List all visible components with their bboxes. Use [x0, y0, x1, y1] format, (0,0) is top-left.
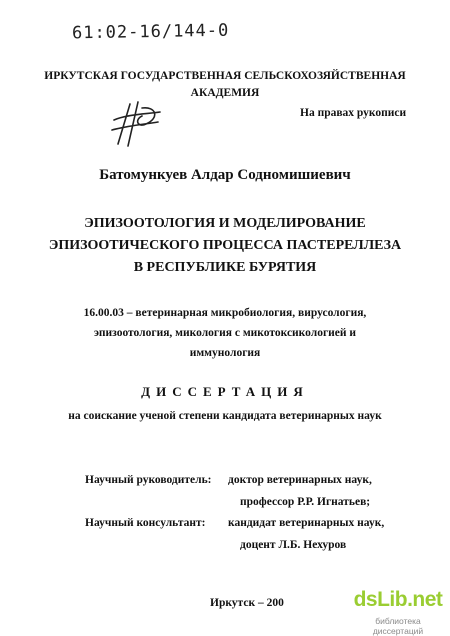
- handwritten-archive-code: 61:02-16/144-0: [71, 20, 230, 44]
- specialty-line-2: эпизоотология, микология с микотоксикологией и: [93, 327, 357, 339]
- title-line-2: ЭПИЗООТИЧЕСКОГО ПРОЦЕССА ПАСТЕРЕЛЛЕЗА: [48, 238, 402, 253]
- institution-line-2: АКАДЕМИЯ: [190, 87, 260, 99]
- dissertation-title: [0, 213, 450, 279]
- city-year: Иркутск – 200: [210, 597, 284, 609]
- consultant-role: Научный консультант:: [85, 517, 206, 529]
- specialty-code: [60, 303, 390, 363]
- watermark-logo: dsLib.net: [353, 588, 443, 611]
- document-type: ДИССЕРТАЦИЯ: [141, 384, 309, 399]
- rights-note: На правах рукописи: [300, 107, 407, 119]
- specialty-line-1: 16.00.03 – ветеринарная микробиология, вирусология,: [83, 307, 367, 319]
- signature-mark: [108, 100, 168, 148]
- institution-line-1: ИРКУТСКАЯ ГОСУДАРСТВЕННАЯ СЕЛЬСКОХОЗЯЙСТВЕННАЯ: [44, 70, 406, 82]
- specialty-line-3: иммунология: [189, 347, 261, 359]
- author-name: Батомункуев Алдар Содномишиевич: [99, 167, 351, 183]
- consultant-line-2: доцент Л.Б. Нехуров: [240, 539, 347, 551]
- title-line-3: В РЕСПУБЛИКЕ БУРЯТИЯ: [133, 260, 317, 275]
- dslib-watermark: [352, 588, 444, 636]
- supervisor-role: Научный руководитель:: [85, 474, 212, 486]
- degree-line: на соискание ученой степени кандидата ветеринарных наук: [68, 410, 382, 422]
- consultant-line-1: кандидат ветеринарных наук,: [228, 517, 385, 529]
- watermark-subtitle: библиотека диссертаций: [372, 616, 424, 636]
- institution-name: [0, 68, 450, 102]
- supervisor-line-2: профессор Р.Р. Игнатьев;: [240, 496, 371, 508]
- supervisor-line-1: доктор ветеринарных наук,: [228, 474, 372, 486]
- title-line-1: ЭПИЗООТОЛОГИЯ И МОДЕЛИРОВАНИЕ: [84, 216, 366, 231]
